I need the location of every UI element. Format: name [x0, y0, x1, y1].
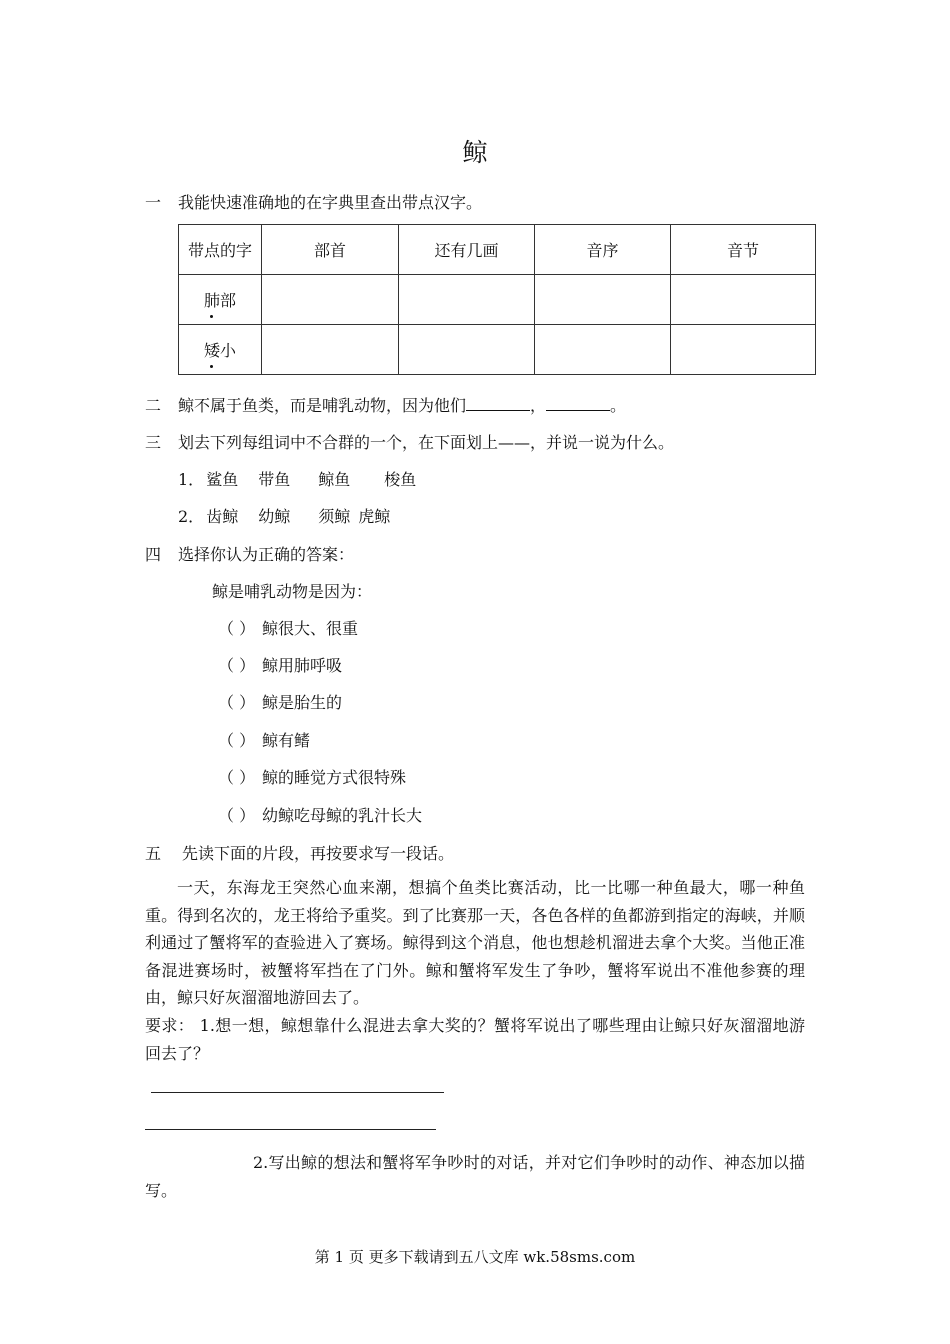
word[interactable]: 虎鲸 — [358, 507, 391, 526]
period: 。 — [610, 396, 627, 415]
section-4-prompt: 选择你认为正确的答案： — [178, 545, 355, 564]
section-3-prompt: 划去下列每组词中不合群的一个，在下面划上——，并说一说为什么。 — [178, 433, 675, 452]
reading-passage: 一天，东海龙王突然心血来潮，想搞个鱼类比赛活动，比一比哪一种鱼最大，哪一种鱼重。得到名次的，龙王将给予重奖。到了比赛那一天，各色各样的鱼都游到指定的海峡，并顺利通过了蟹将军的查验进入了赛场。鲸得到这个消息，他也想趁机溜进去拿个大奖。当他正准备混进赛场时，被蟹将军挡在了门外。鲸和蟹将军发生了争吵，蟹将军说出不准他参赛的理由，鲸只好灰溜溜地游回去了。 — [145, 878, 805, 1007]
answer-paren[interactable]: （ ） — [218, 806, 256, 825]
word-remainder: 部 — [220, 291, 237, 310]
answer-paren[interactable]: （ ） — [218, 693, 256, 712]
option-row — [0, 616, 950, 638]
option-row — [0, 690, 950, 712]
answer-cell[interactable] — [399, 325, 535, 375]
section-1-prompt: 我能快速准确地的在字典里查出带点汉字。 — [178, 193, 483, 212]
page-footer: 第 1 页 更多下载请到五八文库 wk.58sms.com — [314, 1248, 636, 1266]
option-row — [0, 653, 950, 675]
section-2-number: 二 — [145, 396, 162, 415]
requirement-2: 2.写出鲸的想法和蟹将军争吵时的对话，并对它们争吵时的动作、神态加以描写。 — [145, 1153, 805, 1200]
section-5-number: 五 — [145, 844, 162, 863]
table-header-cell: 音序 — [535, 225, 671, 275]
table-header-row — [179, 225, 816, 275]
option-row — [0, 728, 950, 750]
option-text: 鲸很大、很重 — [262, 619, 359, 638]
answer-paren[interactable]: （ ） — [218, 731, 256, 750]
answer-cell[interactable] — [671, 325, 816, 375]
answer-cell[interactable] — [262, 325, 399, 375]
word[interactable]: 须鲸 — [318, 507, 351, 526]
dotted-character: 矮 — [204, 338, 220, 361]
answer-cell[interactable] — [535, 325, 671, 375]
fill-blank[interactable] — [466, 394, 530, 411]
word-remainder: 小 — [220, 341, 237, 360]
section-2-text: 鲸不属于鱼类，而是哺乳动物，因为他们 — [178, 396, 467, 415]
word[interactable]: 鲸鱼 — [318, 470, 351, 489]
word-group-1 — [178, 467, 416, 490]
option-row — [0, 803, 950, 825]
section-5-prompt: 先读下面的片段，再按要求写一段话。 — [182, 844, 455, 863]
section-3 — [0, 430, 950, 452]
table-header-cell: 音节 — [671, 225, 816, 275]
group-number: 1． — [178, 470, 205, 489]
word[interactable]: 齿鲸 — [206, 507, 239, 526]
answer-cell[interactable] — [671, 275, 816, 325]
section-3-number: 三 — [145, 433, 162, 452]
option-text: 鲸的睡觉方式很特殊 — [262, 768, 407, 787]
table-word-cell — [179, 325, 262, 375]
table-header-cell: 带点的字 — [179, 225, 262, 275]
section-4-number: 四 — [145, 545, 162, 564]
section-2-prompt — [178, 393, 626, 416]
word-group-2 — [178, 504, 390, 527]
section-4 — [0, 542, 950, 564]
answer-cell[interactable] — [399, 275, 535, 325]
answer-line[interactable] — [145, 1129, 436, 1130]
dictionary-table — [178, 224, 816, 375]
table-header-cell: 还有几画 — [399, 225, 535, 275]
answer-cell[interactable] — [262, 275, 399, 325]
answer-paren[interactable]: （ ） — [218, 656, 256, 675]
word[interactable]: 梭鱼 — [384, 470, 417, 489]
option-text: 幼鲸吃母鲸的乳汁长大 — [262, 806, 423, 825]
answer-cell[interactable] — [535, 275, 671, 325]
table-word-cell — [179, 275, 262, 325]
table-header-cell: 部首 — [262, 225, 399, 275]
option-row — [0, 765, 950, 787]
section-2 — [0, 393, 950, 415]
separator: ， — [530, 396, 547, 415]
answer-line[interactable] — [151, 1092, 444, 1093]
option-text: 鲸用肺呼吸 — [262, 656, 343, 675]
fill-blank[interactable] — [546, 394, 610, 411]
dotted-character: 肺 — [204, 288, 220, 311]
question-stem: 鲸是哺乳动物是因为： — [212, 582, 373, 601]
answer-paren[interactable]: （ ） — [218, 768, 256, 787]
answer-paren[interactable]: （ ） — [218, 619, 256, 638]
requirement-1: 要求： 1.想一想，鲸想靠什么混进去拿大奖的？蟹将军说出了哪些理由让鲸只好灰溜溜地游回去了？ — [145, 1016, 805, 1063]
option-text: 鲸有鳍 — [262, 731, 311, 750]
word[interactable]: 带鱼 — [258, 470, 291, 489]
word[interactable]: 幼鲸 — [258, 507, 291, 526]
table-row — [179, 275, 816, 325]
option-text: 鲸是胎生的 — [262, 693, 343, 712]
word[interactable]: 鲨鱼 — [206, 470, 239, 489]
page-title: 鲸 — [462, 138, 488, 167]
table-row — [179, 325, 816, 375]
group-number: 2． — [178, 507, 205, 526]
section-5 — [0, 841, 950, 863]
section-1 — [0, 190, 950, 212]
section-1-number: 一 — [145, 193, 162, 212]
